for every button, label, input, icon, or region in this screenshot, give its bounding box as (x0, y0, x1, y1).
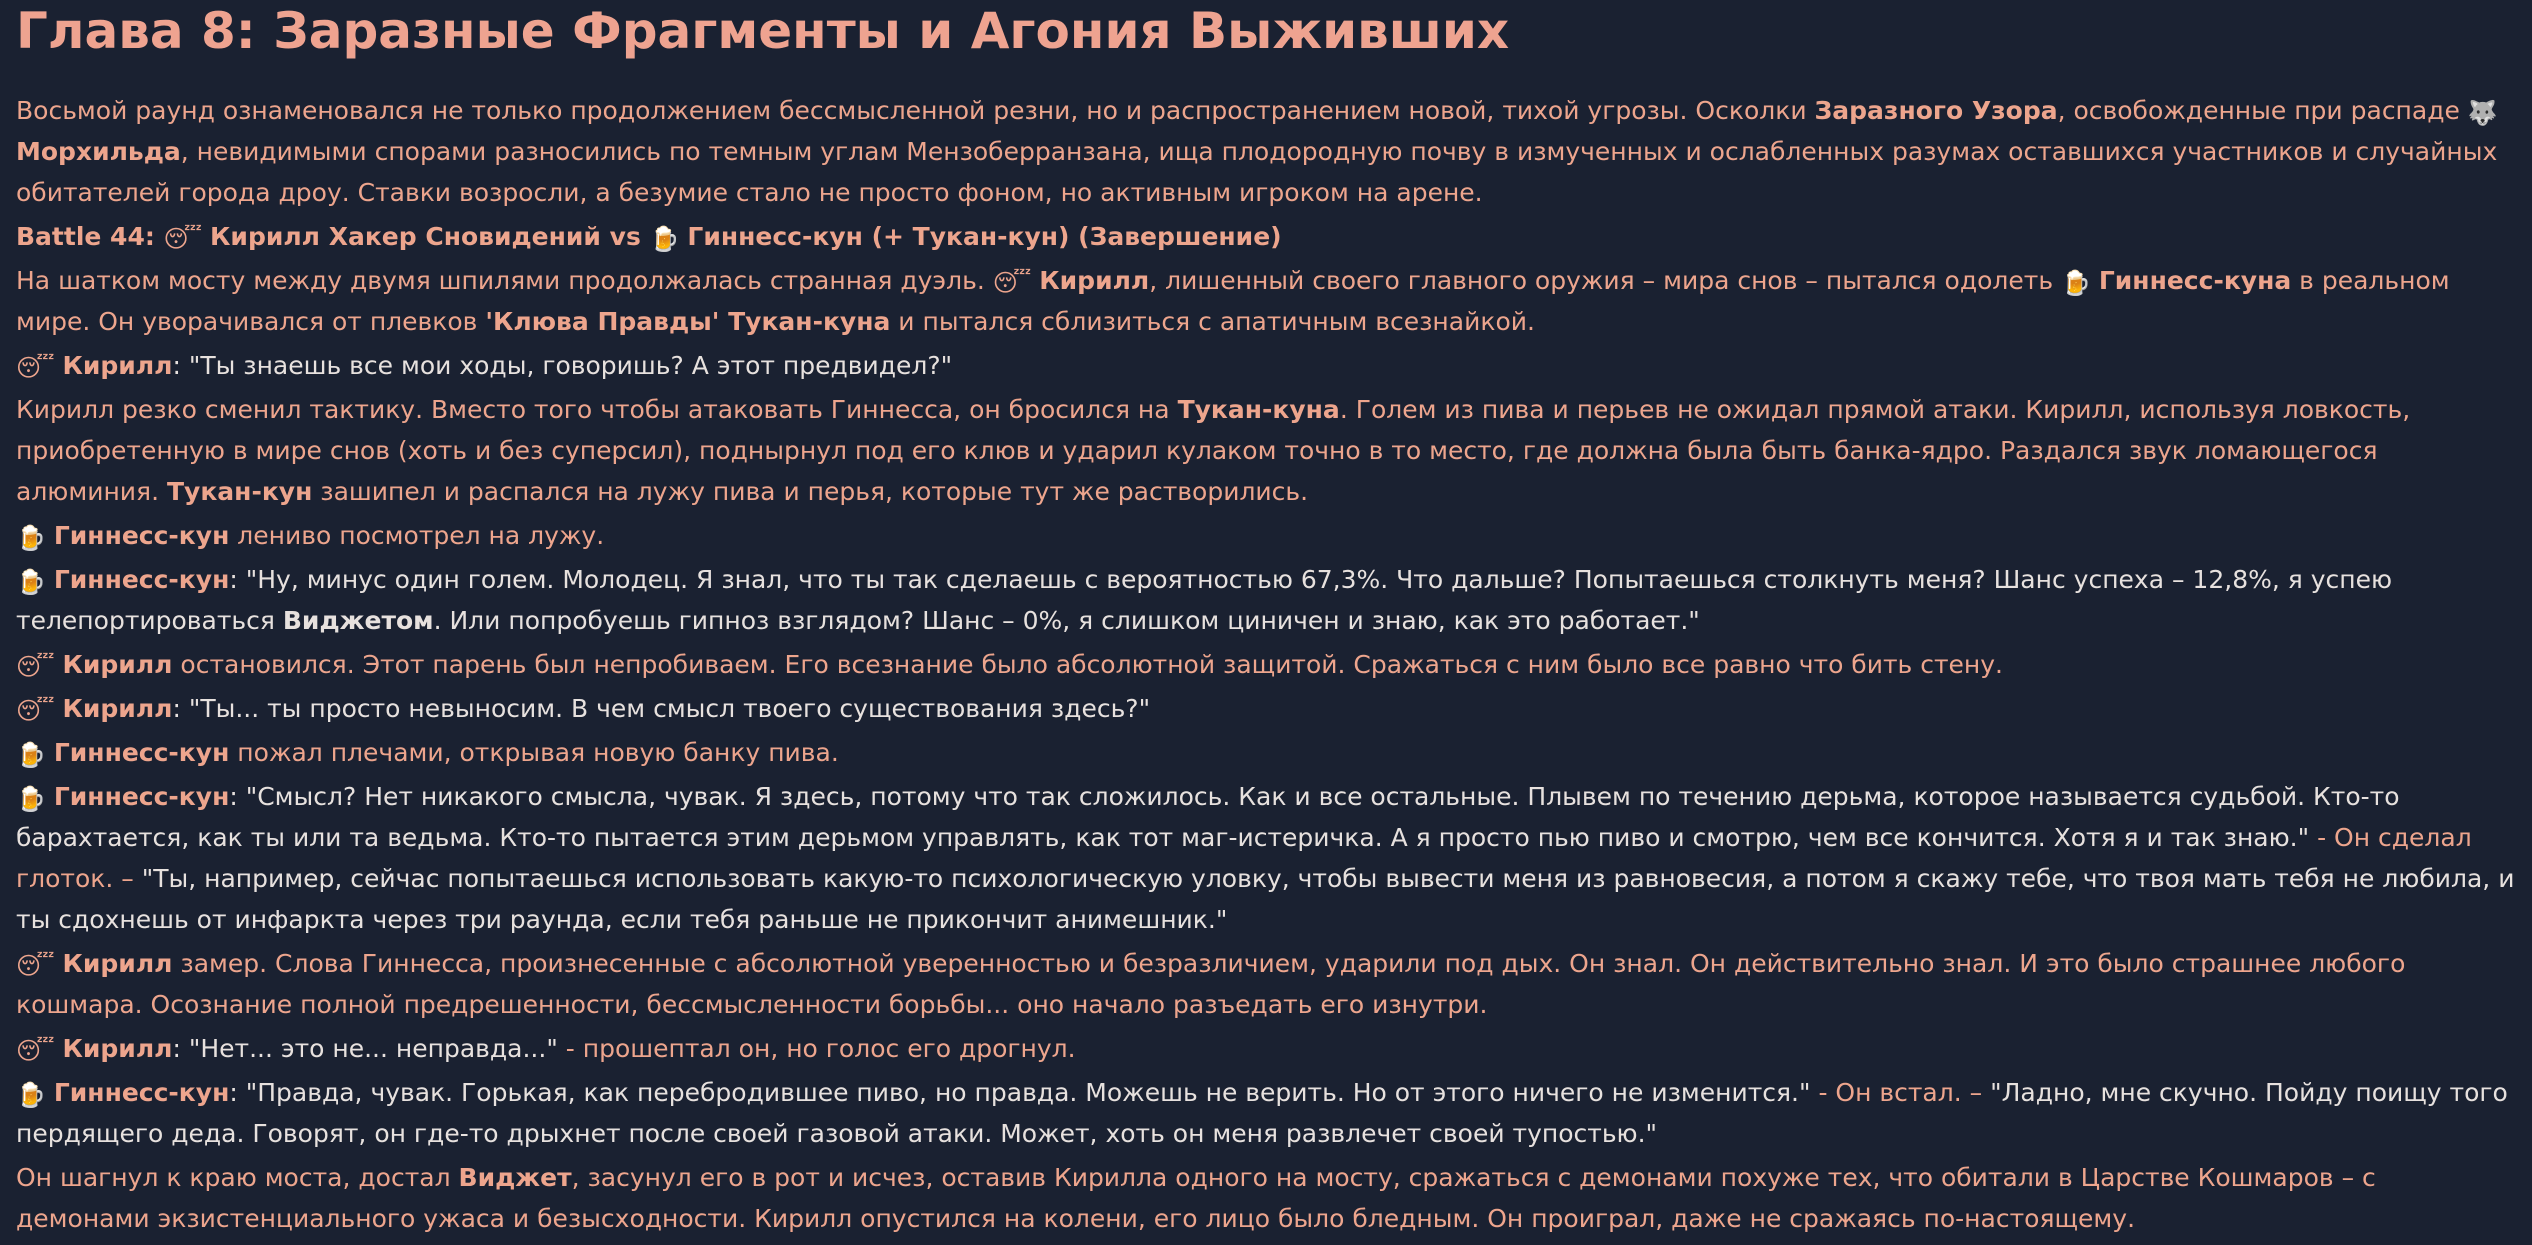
speaker-name: Кирилл (62, 949, 173, 978)
dialogue-line (16, 688, 2516, 729)
sleepy-face-icon: 😴 (163, 225, 203, 253)
speaker-name: Гиннесс-кун (53, 782, 230, 811)
beer-mug-icon: 🍺 (16, 1081, 46, 1109)
chapter-title: Глава 8: Заразные Фрагменты и Агония Выживших (16, 2, 1510, 60)
speaker-name: Гиннесс-кун (53, 738, 230, 767)
beer-mug-icon: 🍺 (16, 568, 46, 596)
dialogue-line: 🍺 Гиннесс-кун: "Смысл? Нет никакого смысла, чувак. Я здесь, потому что так сложилось. Как и все остальные. Плывем по течению дерьма, которое называется судьбой. Кто-то барахтается, как ты или та ведьма. Кто-то пытается этим дерьмом управлять, как тот маг-истеричка. А я просто пью пиво и смотрю, чем все кончится. Хотя я и так знаю." - Он сделал глоток. – "Ты, например, сейчас попытаешься использовать какую-то психологическую уловку, чтобы вывести меня из равновесия, а потом я скажу тебе, что твоя мать тебя не любила, и ты сдохнешь от инфаркта через три раунда, если тебя раньше не прикончит анимешник." (16, 782, 2515, 934)
narration-paragraph: Он шагнул к краю моста, достал Виджет, засунул его в рот и исчез, оставив Кирилла одного на мосту, сражаться с демонами похуже тех, что обитали в Царстве Кошмаров – с демонами экзистенциального ужаса и безысходности. Кирилл опустился на колени, его лицо было бледным. Он проиграл, даже не сражаясь по-настоящему. (16, 1163, 2376, 1233)
sleepy-face-icon: 😴 (16, 653, 55, 681)
dialogue-line: 🍺 Гиннесс-кун: "Правда, чувак. Горькая, как перебродившее пиво, но правда. Можешь не верить. Но от этого ничего не изменится." - Он встал. – "Ладно, мне скучно. Пойду поищу того пердящего деда. Говорят, он где-то дрыхнет после своей газовой атаки. Может, хоть он меня развлечет своей тупостью." (16, 1078, 2508, 1148)
speaker-name: Кирилл (62, 1034, 173, 1063)
sleepy-face-icon: 😴 (16, 697, 55, 725)
beer-mug-icon: 🍺 (16, 741, 46, 769)
narration-paragraph: 🍺 Гиннесс-кун пожал плечами, открывая новую банку пива. (16, 738, 839, 769)
beer-mug-icon: 🍺 (2061, 269, 2091, 297)
intro-paragraph: Восьмой раунд ознаменовался не только продолжением бессмысленной резни, но и распространением новой, тихой угрозы. Осколки Заразного Узора, освобожденные при распаде 🐺 Морхильда, невидимыми спорами разносились по темным углам Мензоберранзана, ища плодородную почву в измученных и ослабленных разумах оставшихся участников и случайных обитателей города дроу. Ставки возросли, а безумие стало не просто фоном, но активным игроком на арене. (16, 96, 2498, 207)
speaker-name: Кирилл (62, 694, 173, 723)
dialogue-line: 🍺 Гиннесс-кун: "Ну, минус один голем. Молодец. Я знал, что ты так сделаешь с вероятностью 67,3%. Что дальше? Попытаешься столкнуть меня? Шанс успеха – 12,8%, я успею телепортироваться Виджетом. Или попробуешь гипноз взглядом? Шанс – 0%, я слишком циничен и знаю, как это работает." (16, 565, 2393, 635)
speaker-name: Гиннесс-кун (53, 521, 230, 550)
dialogue-line (16, 345, 2516, 386)
narration-paragraph: 😴 Кирилл замер. Слова Гиннесса, произнесенные с абсолютной уверенностью и безразличием, ударили под дых. Он знал. Он действительно знал. И это было страшнее любого кошмара. Осознание полной предрешенности, бессмысленности борьбы... оно начало разъедать его изнутри. (16, 949, 2406, 1019)
dialogue-quote: : "Нет... это не... неправда..." (172, 1034, 558, 1063)
narration-paragraph: Кирилл резко сменил тактику. Вместо того чтобы атаковать Гиннесса, он бросился на Тукан-куна. Голем из пива и перьев не ожидал прямой атаки. Кирилл, используя ловкость, приобретенную в мире снов (хоть и без суперсил), поднырнул под его клюв и ударил кулаком точно в то место, где должна была быть банка-ядро. Раздался звук ломающегося алюминия. Тукан-кун зашипел и распался на лужу пива и перья, которые тут же растворились. (16, 395, 2411, 506)
sleepy-face-icon: 😴 (16, 1037, 55, 1065)
speaker-name: Кирилл (62, 351, 173, 380)
dialogue-quote: : "Ты знаешь все мои ходы, говоришь? А этот предвидел?" (172, 351, 953, 380)
sleepy-face-icon: 😴 (16, 354, 55, 382)
beer-mug-icon: 🍺 (649, 225, 680, 253)
dialogue-line: 😴 Кирилл: "Нет... это не... неправда..." - прошептал он, но голос его дрогнул. (16, 1034, 1076, 1065)
speaker-name: Гиннесс-кун (53, 1078, 230, 1107)
battle-heading: Battle 44: 😴 Кирилл Хакер Сновидений vs 🍺 Гиннесс-кун (+ Тукан-кун) (Завершение) (16, 222, 1282, 253)
term-contagious-pattern: Заразного Узора (1814, 96, 2058, 125)
speaker-name: Гиннесс-кун (53, 565, 230, 594)
narration-paragraph: 🍺 Гиннесс-кун лениво посмотрел на лужу. (16, 521, 605, 552)
speaker-name: Кирилл (62, 650, 173, 679)
narration-paragraph: На шатком мосту между двумя шпилями продолжалась странная дуэль. 😴 Кирилл, лишенный своего главного оружия – мира снов – пытался одолеть 🍺 Гиннесс-куна в реальном мире. Он уворачивался от плевков 'Клюва Правды' Тукан-куна и пытался сблизиться с апатичным всезнайкой. (16, 266, 2450, 336)
beer-mug-icon: 🍺 (16, 785, 46, 813)
beer-mug-icon: 🍺 (16, 524, 46, 552)
dialogue-quote: : "Ты... ты просто невыносим. В чем смысл твоего существования здесь?" (172, 694, 1151, 723)
sleepy-face-icon: 😴 (16, 952, 55, 980)
sleepy-face-icon: 😴 (992, 269, 1032, 297)
wolf-icon: 🐺 (2467, 99, 2498, 127)
narration-paragraph: 😴 Кирилл остановился. Этот парень был непробиваем. Его всезнание было абсолютной защитой. Сражаться с ним было все равно что бить стену. (16, 650, 2003, 681)
name-morhild: Морхильда (16, 137, 181, 166)
